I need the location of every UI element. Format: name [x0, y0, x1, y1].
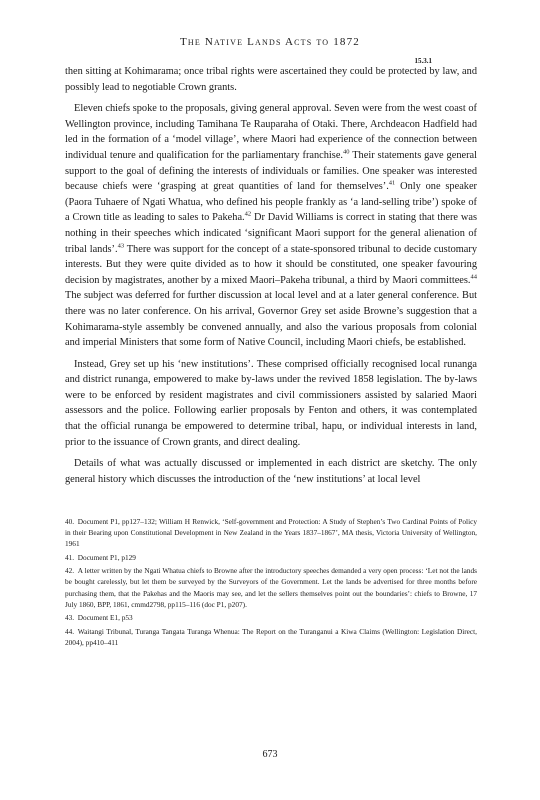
footnote-ref[interactable]: 42 — [244, 210, 252, 218]
footnote-ref[interactable]: 41 — [388, 179, 396, 187]
section-number: 15.3.1 — [414, 57, 432, 65]
paragraph-1: then sitting at Kohimarama; once tribal rights were ascertained they could be protected by law, and possibly lead to negotiable Crown grants. — [65, 66, 477, 93]
paragraph-2: Eleven chiefs spoke to the proposals, giving general approval. Seven were from the west coast of Wellington province, including Tamihana Te Rauparaha of Otaki. There, Archdeacon Hadfield had led in the formation of a ‘model village’, where Maori had experience of the connection between individual tenure and qualification for the parliamentary franchise.$^{40}$ Their statements gave general support to the goal of defining the interests of individuals or families. One speaker was interested because chiefs were ‘grasping at great quantities of land for themselves’.$^{41}$ Only one speaker (Paora Tuhaere of Ngati Whatua, who defined his people frankly as ‘a land-selling tribe’) spoke of a Crown title as leading to sales to Pakeha.$^{42}$ Dr David Williams is correct in stating that there was nothing in their speeches which indicated ‘significant Maori support for the general alienation of tribal lands’.$^{43}$ There was support for the concept of a state-sponsored tribunal to decide customary interests. But they were quite divided as to how it should be constituted, one speaker favouring decision by magistrates, another by a mixed Maori–Pakeha tribunal, a third by Maori committees.$^{44}$ The subject was deferred for further discussion at local level and at a later general conference. But there was no later conference. On his arrival, Governor Grey set aside Browne’s suggestion that a Kohimarama-style assembly be convened annually, and also the various proposals from colonial and imperial Ministers that some form of Native Council, including Maori chiefs, be established. — [65, 103, 478, 349]
footnote-ref[interactable]: 43 — [117, 242, 125, 250]
footnote-44: 44. Waitangi Tribunal, Turanga Tangata Turanga Whenua: The Report on the Turanganui a Kiwa Claims (Wellington: Legislation Direct, 2004), pp410–411 — [65, 626, 477, 647]
body-text — [65, 64, 477, 493]
footnote-42: 42. A letter written by the Ngati Whatua chiefs to Browne after the introductory speeches demanded a very open process: ‘Let not the lands be bought carelessly, but let them be surveyed by the Surveyors of the Government. Let the lands be advertised for three months before purchasing them, that the Pakehas and the Maoris may see, and let the sellers themselves point out the boundaries’: chiefs to Browne, 17 July 1860, BPP, 1861, cmmd2798, pp115–116 (doc P1, p207). — [65, 566, 477, 609]
footnote-43: 43. Document E1, p53 — [65, 613, 133, 623]
paragraph-3: Instead, Grey set up his ‘new institutions’. These comprised officially recognised local runanga and district runanga, empowered to make by-laws under the revived 1858 legislation. The by-laws were to be enforced by resident magistrates and civil commissioners assisted by salaried Maori assessors and the police. Following earlier proposals by Fenton and others, it was contemplated that the official runanga be empowered to determine tribal, hapu, or individual interests in land, prior to the issuance of Crown grants, and direct dealing. — [65, 358, 477, 448]
page-number: 673 — [262, 749, 278, 760]
footnote-40: 40. Document P1, pp127–132; William H Renwick, ‘Self-government and Protection: A Study of Stephen’s Two Cardinal Points of Policy in their Bearing upon Constitutional Development in New Zealand in the Years 1837–1867’, MA thesis, Victoria University of Wellington, 1961 — [65, 517, 477, 549]
paragraph-4: Details of what was actually discussed or implemented in each district are sketchy. The only general history which discusses the introduction of the ‘new institutions’ at local level — [65, 458, 477, 485]
footnote-ref[interactable]: 44 — [470, 273, 477, 281]
running-head: The Native Lands Acts to 1872 — [179, 36, 360, 48]
footnote-ref[interactable]: 40 — [343, 148, 350, 156]
footnotes — [65, 516, 477, 650]
footnote-41: 41. Document P1, p129 — [65, 552, 136, 562]
